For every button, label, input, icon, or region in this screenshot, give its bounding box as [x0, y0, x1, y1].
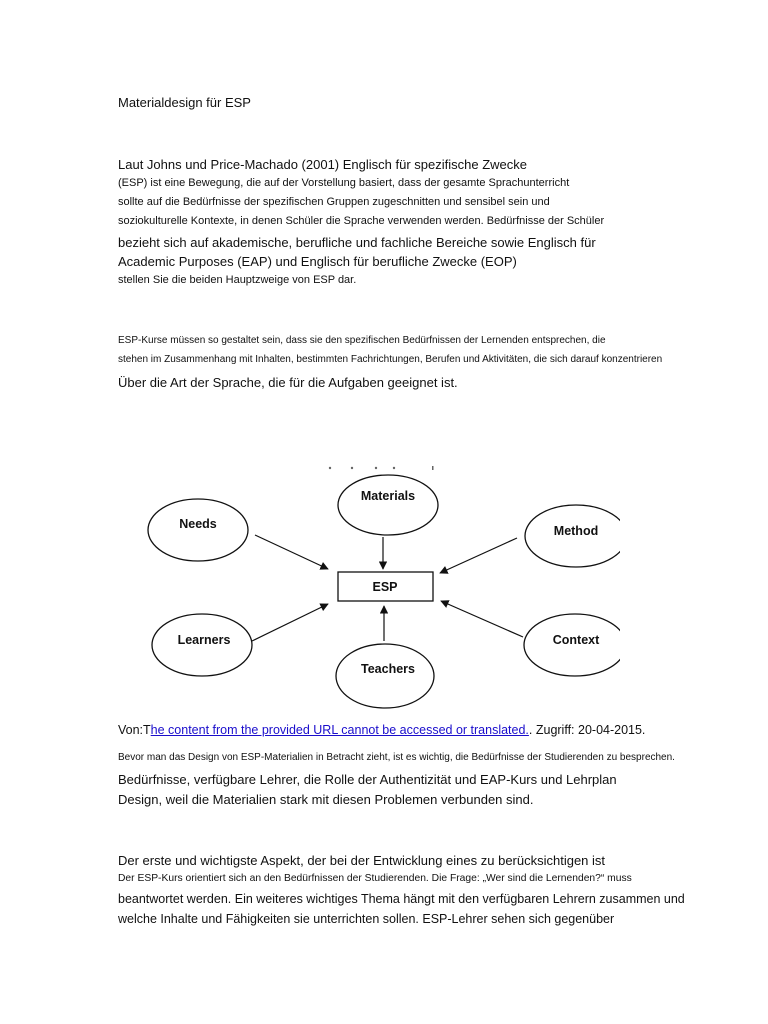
para1-line6: Academic Purposes (EAP) und Englisch für berufliche Zwecke (EOP) [118, 254, 517, 269]
para1-line1: Laut Johns und Price-Machado (2001) Englisch für spezifische Zwecke [118, 157, 527, 172]
node-materials [338, 475, 438, 535]
source-link[interactable]: he content from the provided URL cannot be accessed or translated. [150, 723, 529, 737]
source-suffix: . Zugriff: 20-04-2015. [528, 723, 646, 737]
esp-diagram [140, 455, 620, 715]
para1-line2: (ESP) ist eine Bewegung, die auf der Vorstellung basiert, dass der gesamte Sprachunterricht [118, 177, 570, 189]
arrow-method-esp [440, 538, 517, 573]
node-materials-label: Materials [360, 489, 416, 503]
node-needs-label: Needs [179, 517, 217, 531]
para1-line4: soziokulturelle Kontexte, in denen Schüler die Sprache verwenden werden. Bedürfnisse der Schüler [118, 215, 605, 227]
arrow-context-esp [441, 601, 523, 637]
node-learners [152, 614, 252, 676]
source-prefix: Von:T [118, 723, 151, 737]
scan-artifact [329, 466, 434, 470]
node-teachers [336, 644, 434, 708]
para1-line7: stellen Sie die beiden Hauptzweige von ESP dar. [118, 274, 357, 286]
node-method [525, 505, 620, 567]
node-esp-label: ESP [372, 580, 398, 594]
source-line [118, 723, 645, 738]
node-teachers-label: Teachers [361, 662, 415, 676]
para3-line3: Design, weil die Materialien stark mit diesen Problemen verbunden sind. [118, 792, 534, 807]
document-title: Materialdesign für ESP [118, 95, 251, 110]
node-esp [338, 572, 433, 601]
node-method-label: Method [553, 524, 599, 538]
arrow-learners-esp [252, 604, 328, 641]
para4-line1: Der erste und wichtigste Aspekt, der bei der Entwicklung eines zu berücksichtigen ist [118, 853, 606, 868]
para1-line5: bezieht sich auf akademische, berufliche und fachliche Bereiche sowie Englisch für [118, 235, 596, 250]
node-learners-label: Learners [177, 633, 231, 647]
para3-line2: Bedürfnisse, verfügbare Lehrer, die Rolle der Authentizität und EAP-Kurs und Lehrplan [118, 772, 617, 787]
para2-line1: ESP-Kurse müssen so gestaltet sein, dass sie den spezifischen Bedürfnissen der Lernenden entsprechen, die [118, 335, 606, 346]
node-context-label: Context [552, 633, 600, 647]
arrow-needs-esp [255, 535, 328, 569]
node-needs [148, 499, 248, 561]
para4-line3: beantwortet werden. Ein weiteres wichtiges Thema hängt mit den verfügbaren Lehrern zusammen und [118, 892, 685, 906]
para2-line3: Über die Art der Sprache, die für die Aufgaben geeignet ist. [118, 375, 458, 390]
node-context [524, 614, 620, 676]
para4-line2: Der ESP-Kurs orientiert sich an den Bedürfnissen der Studierenden. Die Frage: „Wer sind die Lernenden?“ muss [118, 873, 632, 884]
para3-line1: Bevor man das Design von ESP-Materialien in Betracht zieht, ist es wichtig, die Bedürfnisse der Studierenden zu besprechen. [118, 752, 675, 763]
para4-line4: welche Inhalte und Fähigkeiten sie unterrichten sollen. ESP-Lehrer sehen sich gegenüber [118, 912, 615, 926]
para2-line2: stehen im Zusammenhang mit Inhalten, bestimmten Fachrichtungen, Berufen und Aktivitäten, die sich darauf konzentrieren [118, 354, 663, 365]
para1-line3: sollte auf die Bedürfnisse der spezifischen Gruppen zugeschnitten und sensibel sein und [118, 196, 550, 208]
